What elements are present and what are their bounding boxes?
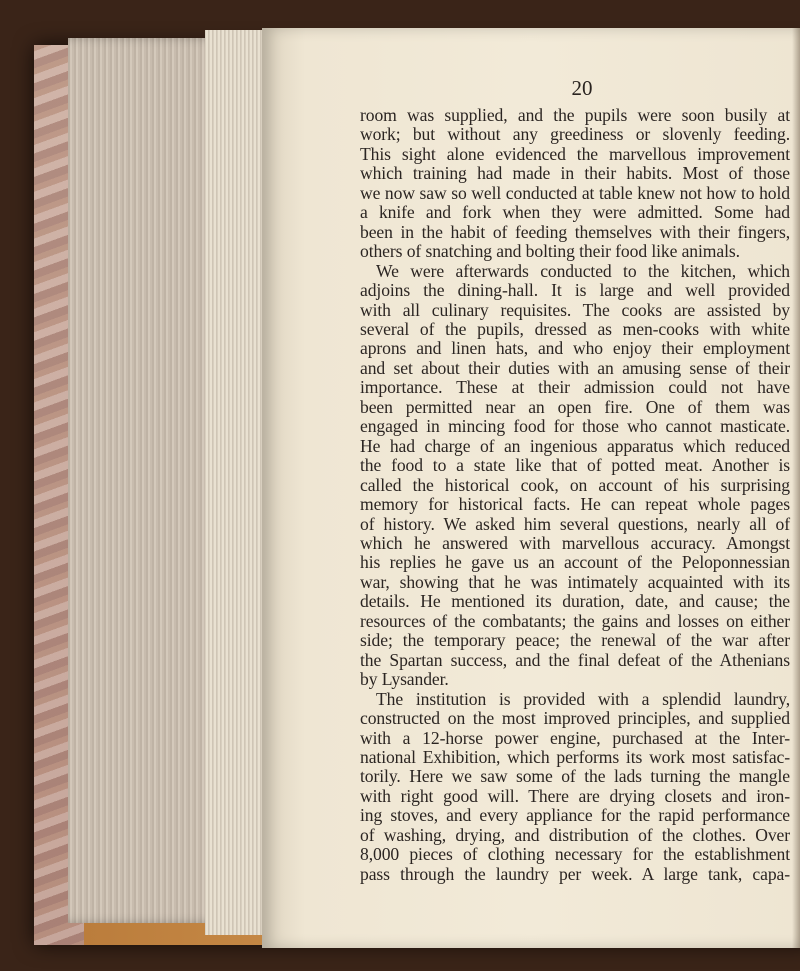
text-line: We were afterwards conducted to the kitchen, which <box>376 260 790 281</box>
text-line: which training had made in their habits. Most of those <box>360 163 790 184</box>
text-line: we now saw so well conducted at table knew not how to hold <box>360 182 790 203</box>
text-line: pass through the laundry per week. A large tank, capa- <box>360 863 790 884</box>
text-line: ing stoves, and every appliance for the rapid performance <box>360 805 790 826</box>
text-line: He had charge of an ingenious apparatus which reduced <box>360 435 790 456</box>
text-line: work; but without any greediness or slovenly feeding. <box>360 124 790 145</box>
text-line: details. He mentioned its duration, date, and cause; the <box>360 591 790 612</box>
text-line: and set about their duties with an amusing sense of their <box>360 357 790 378</box>
text-line: national Exhibition, which performs its work most satisfac- <box>360 746 790 767</box>
text-line: importance. These at their admission could not have <box>360 377 790 398</box>
text-line: called the historical cook, on account of his surprising <box>360 474 790 495</box>
text-line: which he answered with marvellous accuracy. Amongst <box>360 532 790 553</box>
text-line: memory for historical facts. He can repeat whole pages <box>360 494 790 515</box>
text-line: been in the habit of feeding themselves with their fingers, <box>360 221 790 242</box>
page-number: 20 <box>571 76 593 100</box>
body-text <box>360 106 790 884</box>
page-gutter-shadow <box>792 28 800 948</box>
page-stack <box>205 30 265 935</box>
text-line: war, showing that he was intimately acquainted with its <box>360 571 790 592</box>
text-line: with all culinary requisites. The cooks are assisted by <box>360 299 790 320</box>
text-line: aprons and linen hats, and who enjoy their employment <box>360 338 790 359</box>
text-line: adjoins the dining-hall. It is large and well provided <box>360 280 790 301</box>
text-line: of history. We asked him several questions, nearly all of <box>360 513 790 534</box>
text-line: The institution is provided with a splendid laundry, <box>376 688 790 709</box>
text-line: engaged in mincing food for those who cannot masticate. <box>360 416 790 437</box>
text-line: side; the temporary peace; the renewal of the war after <box>360 630 790 651</box>
text-line: This sight alone evidenced the marvellous improvement <box>360 143 790 164</box>
text-line: the Spartan success, and the final defeat of the Athenians <box>360 649 790 670</box>
text-line: torily. Here we saw some of the lads turning the mangle <box>360 766 790 787</box>
book-page <box>262 28 800 948</box>
text-line: been permitted near an open fire. One of them was <box>360 396 790 417</box>
text-line: with right good will. There are drying closets and iron- <box>360 785 790 806</box>
text-line: several of the pupils, dressed as men-cooks with white <box>360 318 790 339</box>
text-line: of washing, drying, and distribution of the clothes. Over <box>360 824 790 845</box>
page-block-edges <box>68 38 228 923</box>
text-line: with a 12-horse power engine, purchased at the Inter- <box>360 727 790 748</box>
text-line: room was supplied, and the pupils were soon busily at <box>360 105 790 125</box>
text-line: others of snatching and bolting their food like animals. <box>360 241 740 262</box>
text-line: resources of the combatants; the gains and losses on either <box>360 610 790 631</box>
text-line: constructed on the most improved principles, and supplied <box>360 708 790 729</box>
text-line: a knife and fork when they were admitted. Some had <box>360 202 790 223</box>
text-line: 8,000 pieces of clothing necessary for the establishment <box>360 844 790 865</box>
text-line: his replies he gave us an account of the Peloponnessian <box>360 552 790 573</box>
text-line: by Lysander. <box>360 669 449 690</box>
text-line: the food to a state like that of potted meat. Another is <box>360 455 790 476</box>
